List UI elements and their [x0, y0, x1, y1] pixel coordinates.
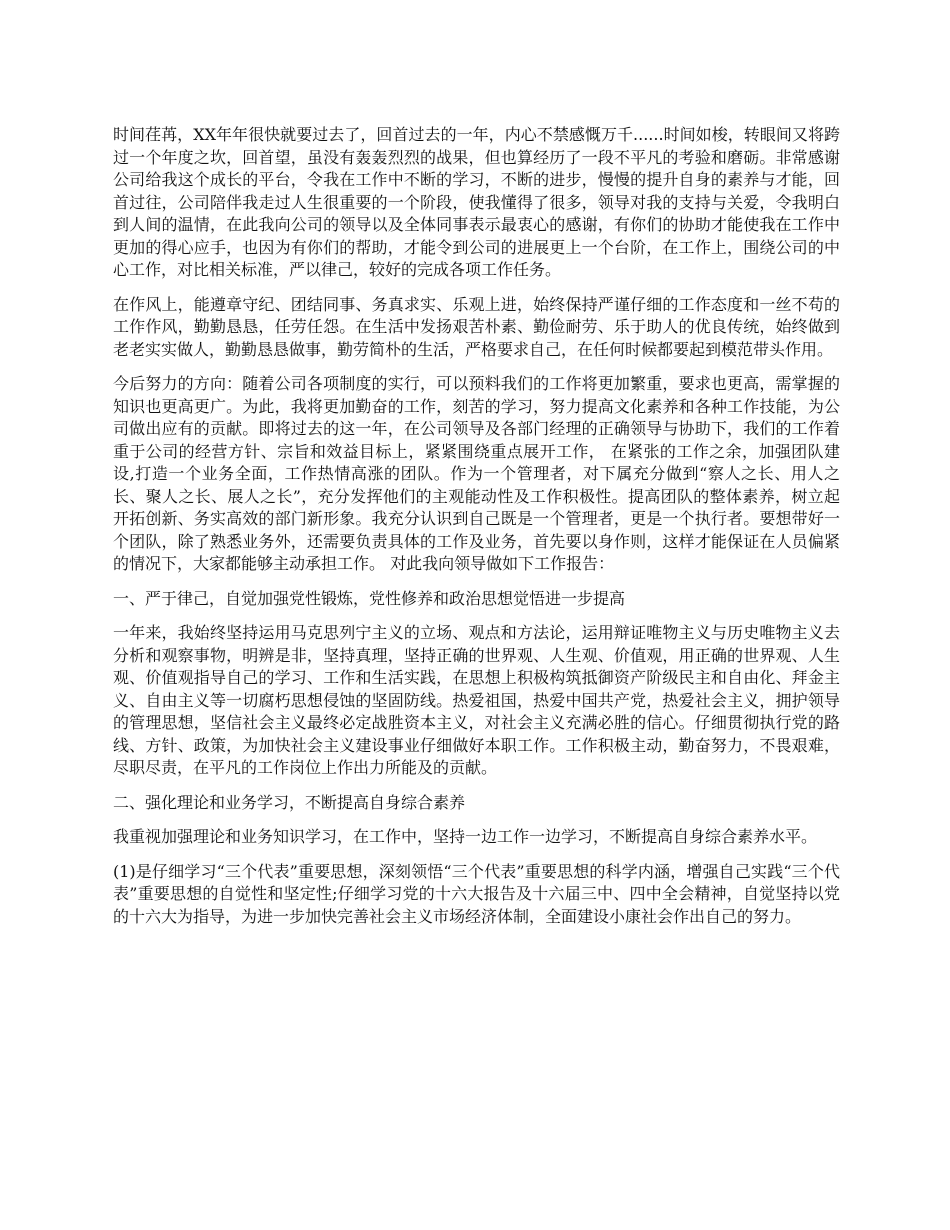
- section-heading-2: 二、强化理论和业务学习，不断提高自身综合素养: [113, 792, 466, 812]
- document-body: [113, 124, 840, 940]
- paragraph-political-thought: 一年来，我始终坚持运用马克思列宁主义的立场、观点和方法论，运用辩证唯物主义与历史唯物主义去分析和观察事物，明辨是非，坚持真理，坚持正确的世界观、人生观、价值观，用正确的世界观、人生观、价值观指导自己的学习、工作和生活实践，在思想上积极构筑抵御资产阶级民主和自由化、拜金主义、自由主义等一切腐朽思想侵蚀的坚固防线。热爱祖国，热爱中国共产党，热爱社会主义，拥护领导的管理思想，坚信社会主义最终必定战胜资本主义，对社会主义充满必胜的信心。仔细贯彻执行党的路线、方针、政策，为加快社会主义建设事业仔细做好本职工作。工作积极主动，勤奋努力，不畏艰难，尽职尽责，在平凡的工作岗位上作出力所能及的贡献。: [113, 623, 840, 777]
- paragraph-future-direction: 今后努力的方向：随着公司各项制度的实行，可以预料我们的工作将更加繁重，要求也更高，需掌握的知识也更高更广。为此，我将更加勤奋的工作，刻苦的学习，努力提高文化素养和各种工作技能，为公司做出应有的贡献。即将过去的这一年，在公司领导及各部门经理的正确领导与协助下，我们的工作着重于公司的经营方针、宗旨和效益目标上，紧紧围绕重点展开工作， 在紧张的工作之余，加强团队建设,打造一个业务全面，工作热情高涨的团队。作为一个管理者，对下属充分做到“察人之长、用人之长、聚人之长、展人之长”，充分发挥他们的主观能动性及工作积极性。提高团队的整体素养，树立起开拓创新、务实高效的部门新形象。我充分认识到自己既是一个管理者，更是一个执行者。要想带好一个团队，除了熟悉业务外，还需要负责具体的工作及业务，首先要以身作则，这样才能保证在人员偏紧的情况下，大家都能够主动承担工作。 对此我向领导做如下工作报告：: [113, 374, 840, 573]
- paragraph-work-style: 在作风上，能遵章守纪、团结同事、务真求实、乐观上进，始终保持严谨仔细的工作态度和一丝不苟的工作作风，勤勤恳恳，任劳任怨。在生活中发扬艰苦朴素、勤俭耐劳、乐于助人的优良传统，始终做到老老实实做人，勤勤恳恳做事，勤劳简朴的生活，严格要求自己，在任何时候都要起到模范带头作用。: [113, 294, 840, 359]
- section-heading-1: 一、严于律己，自觉加强党性锻炼，党性修养和政治思想觉悟进一步提高: [113, 588, 626, 608]
- paragraph-item-1: (1)是仔细学习“三个代表”重要思想，深刻领悟“三个代表”重要思想的科学内涵，增强自己实践“三个代表”重要思想的自觉性和坚定性;仔细学习党的十六大报告及十六届三中、四中全会精神，自觉坚持以党的十六大为指导，为进一步加快完善社会主义市场经济体制，全面建设小康社会作出自己的努力。: [113, 861, 840, 926]
- paragraph-intro: 时间荏苒，XX年年很快就要过去了，回首过去的一年，内心不禁感慨万千......时间如梭，转眼间又将跨过一个年度之坎，回首望，虽没有轰轰烈烈的战果，但也算经历了一段不平凡的考验和磨砺。非常感谢公司给我这个成长的平台，令我在工作中不断的学习，不断的进步，慢慢的提升自身的素养与才能，回首过往，公司陪伴我走过人生很重要的一个阶段，使我懂得了很多，领导对我的支持与关爱，令我明白到人间的温情，在此我向公司的领导以及全体同事表示最衷心的感谢，有你们的协助才能使我在工作中更加的得心应手，也因为有你们的帮助，才能令到公司的进展更上一个台阶，在工作上，围绕公司的中心工作，对比相关标准，严以律己，较好的完成各项工作任务。: [113, 125, 840, 279]
- paragraph-study: 我重视加强理论和业务知识学习，在工作中，坚持一边工作一边学习，不断提高自身综合素养水平。: [113, 827, 818, 846]
